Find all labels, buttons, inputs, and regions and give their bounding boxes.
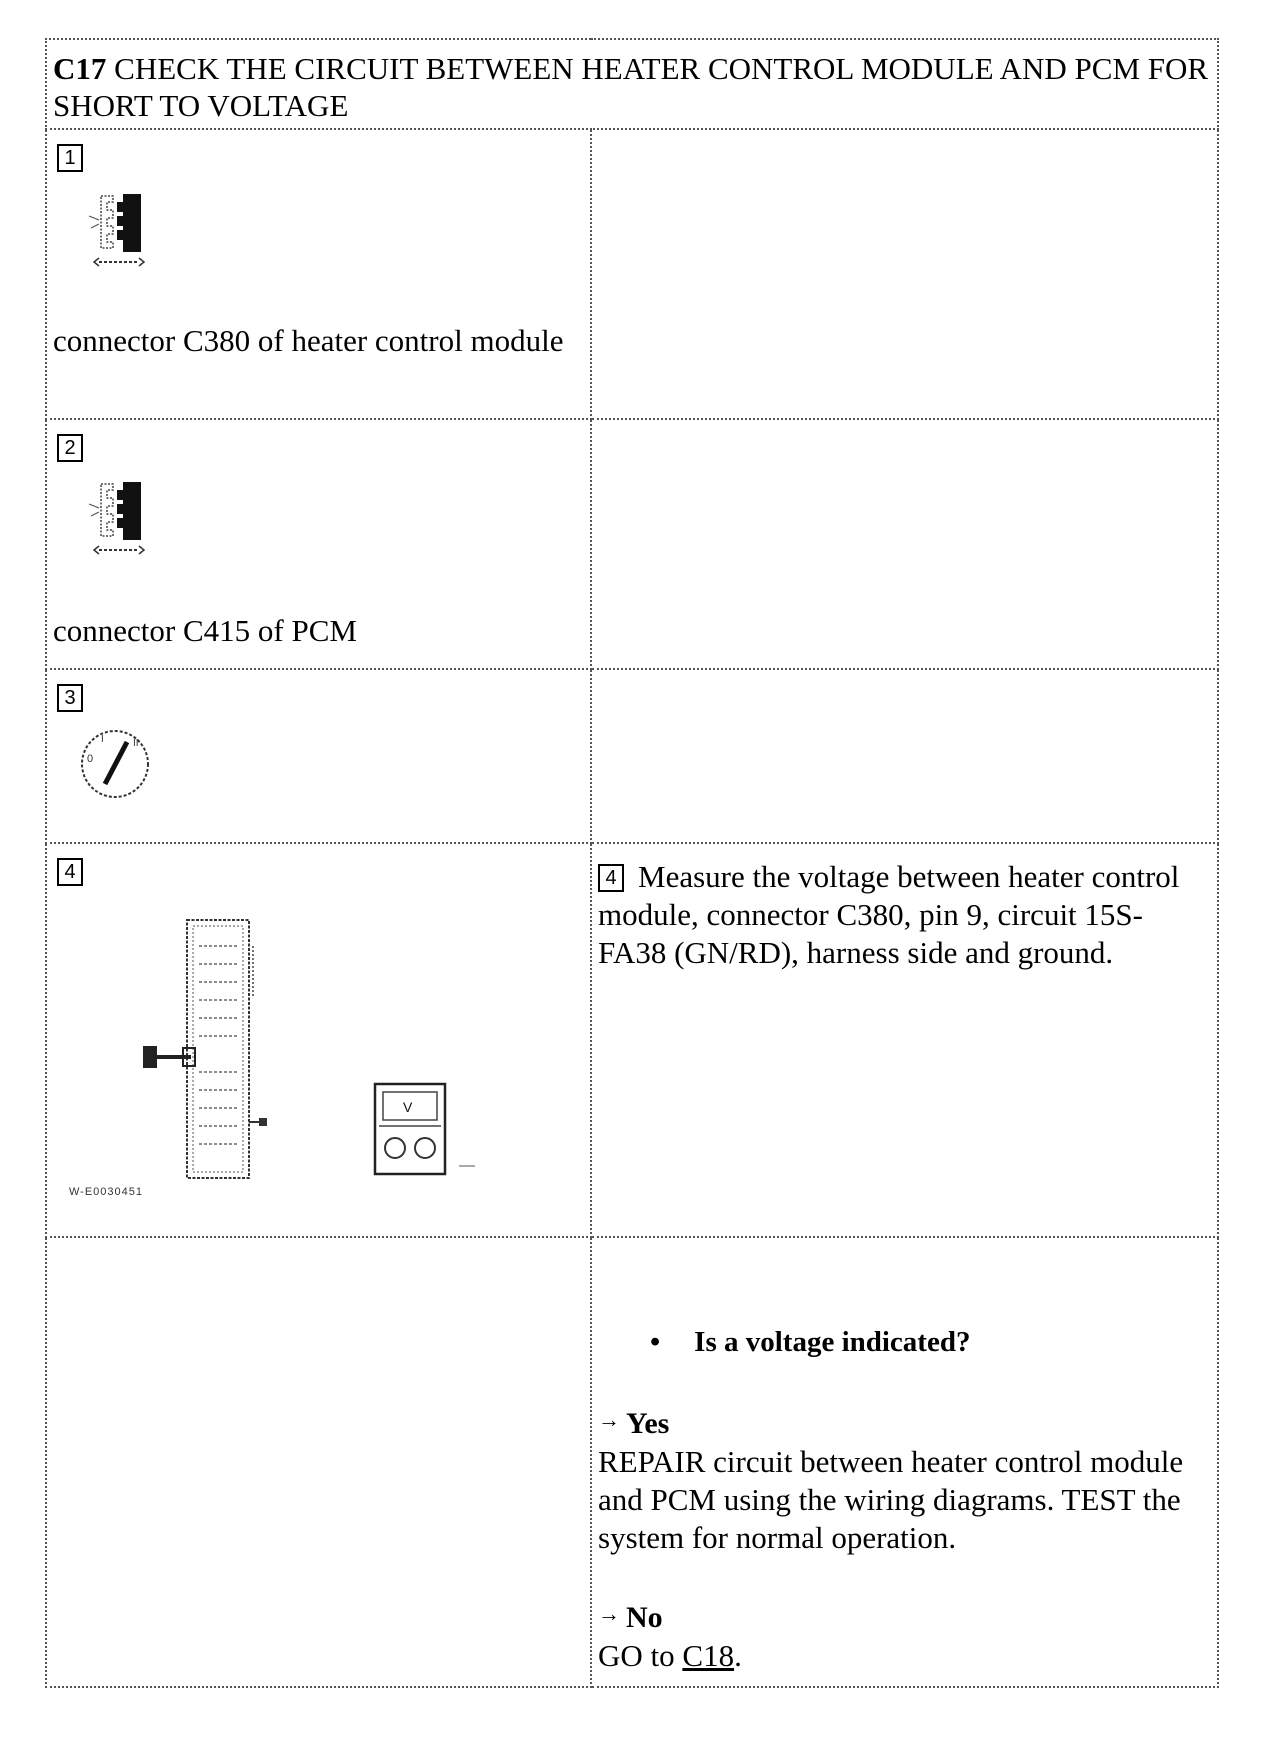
- step-number-4-inline: 4: [598, 864, 624, 892]
- step-title: [47, 40, 1217, 124]
- step-1-cell: [46, 129, 591, 419]
- svg-text:II: II: [133, 738, 139, 749]
- step-number-1: 1: [57, 144, 83, 172]
- svg-text:I: I: [101, 734, 104, 745]
- step-3-cell: [46, 669, 591, 843]
- step-4-instruction-text: Measure the voltage between heater control module, connector C380, pin 9, circuit 15S-FA38 (GN/RD), harness side and ground.: [598, 859, 1180, 970]
- step-2-detail-cell: [591, 419, 1218, 669]
- no-prefix: GO to: [598, 1638, 683, 1673]
- svg-text:0: 0: [87, 753, 94, 765]
- no-label: No: [626, 1601, 663, 1634]
- meter-label: V: [403, 1099, 413, 1115]
- yes-branch: [592, 1401, 1217, 1557]
- figure-label: W-E0030451: [69, 1186, 144, 1198]
- arrow-right-icon: →: [598, 1407, 620, 1432]
- step-4-cell: [46, 843, 591, 1237]
- step-4-detail-cell: [591, 843, 1218, 1237]
- arrow-right-icon: →: [598, 1601, 620, 1626]
- procedure-table: [45, 38, 1219, 1688]
- step-2-caption: connector C415 of PCM: [53, 613, 357, 648]
- result-cell: [591, 1237, 1218, 1687]
- no-branch: [592, 1595, 1217, 1675]
- goto-c18-link[interactable]: C18: [682, 1638, 735, 1673]
- step-number-3: 3: [57, 684, 83, 712]
- step-3-detail-cell: [591, 669, 1218, 843]
- step-4-instruction: [592, 844, 1217, 972]
- no-suffix: .: [734, 1638, 742, 1673]
- bullet-icon: •: [650, 1326, 661, 1358]
- procedure-step-frame: [45, 38, 1217, 1690]
- ignition-key-icon: [47, 712, 590, 822]
- result-question-text: Is a voltage indicated?: [694, 1326, 971, 1358]
- step-title-text: CHECK THE CIRCUIT BETWEEN HEATER CONTROL MODULE AND PCM FOR SHORT TO VOLTAGE: [53, 51, 1209, 123]
- step-number-2: 2: [57, 434, 83, 462]
- result-empty-cell: [46, 1237, 591, 1687]
- disconnect-connector-icon: [47, 462, 590, 612]
- step-1-detail-cell: [591, 129, 1218, 419]
- result-question: [650, 1326, 1217, 1359]
- yes-text: REPAIR circuit between heater control module and PCM using the wiring diagrams. TEST the system for normal operation.: [598, 1444, 1184, 1555]
- step-number-4: 4: [57, 858, 83, 886]
- step-id: C17: [53, 51, 107, 86]
- step-1-caption: connector C380 of heater control module: [53, 323, 564, 358]
- multimeter-diagram: [47, 886, 590, 1196]
- yes-label: Yes: [626, 1407, 670, 1440]
- title-cell: [46, 39, 1218, 129]
- disconnect-connector-icon: [47, 172, 590, 322]
- step-2-cell: [46, 419, 591, 669]
